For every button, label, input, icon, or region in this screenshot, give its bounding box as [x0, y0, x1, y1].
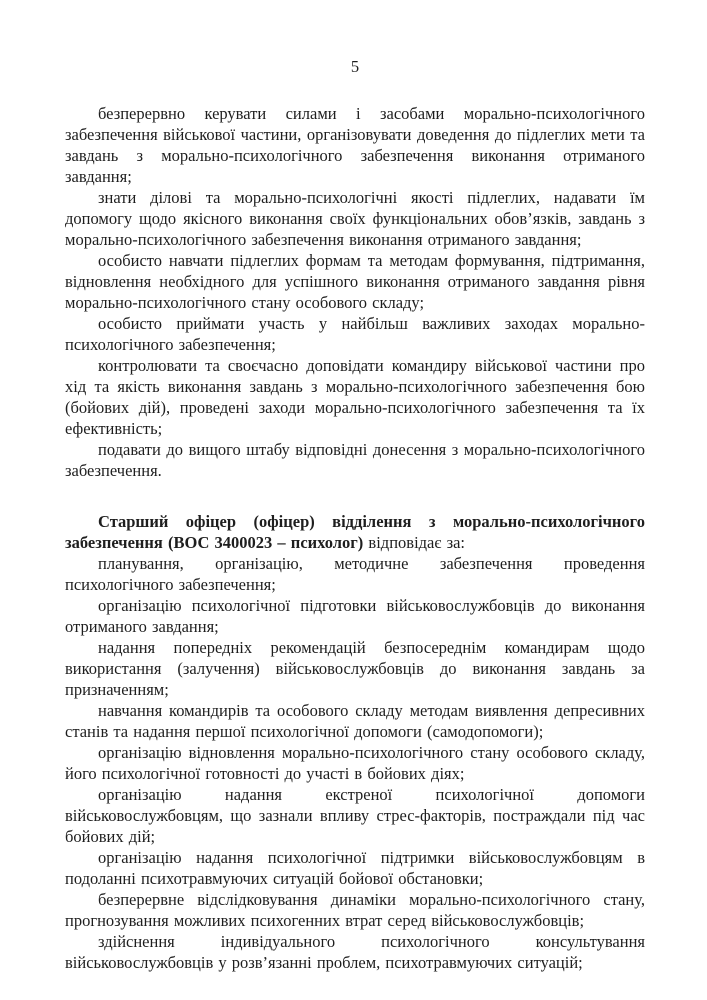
paragraph: безперервне відслідковування динаміки морально-психологічного стану, прогнозування можливих психогенних втрат серед військовослужбовців; [65, 890, 645, 930]
paragraph: здійснення індивідуального психологічного консультування військовослужбовців у розв’язанні проблем, психотравмуючих ситуацій; [65, 932, 645, 972]
paragraph: організацію відновлення морально-психологічного стану особового складу, його психологічної готовності до участі в бойових діях; [65, 743, 645, 783]
paragraph: організацію надання психологічної підтримки військовослужбовцям в подоланні психотравмуючих ситуацій бойової обстановки; [65, 848, 645, 888]
paragraph: особисто навчати підлеглих формам та методам формування, підтримання, відновлення необхідного для успішного виконання отриманого завдання рівня морально-психологічного стану особового складу; [65, 251, 645, 312]
paragraph: організацію психологічної підготовки військовослужбовців до виконання отриманого завдання; [65, 596, 645, 636]
paragraph: знати ділові та морально-психологічні якості підлеглих, надавати їм допомогу щодо якісного виконання своїх функціональних обов’язків, завдань з морально-психологічного забезпечення виконання отриманого завдання; [65, 188, 645, 249]
paragraph: подавати до вищого штабу відповідні донесення з морально-психологічного забезпечення. [65, 440, 645, 480]
paragraph: надання попередніх рекомендацій безпосереднім командирам щодо використання (залучення) військовослужбовців до виконання завдань за призначенням; [65, 638, 645, 699]
paragraph: контролювати та своєчасно доповідати командиру військової частини про хід та якість виконання завдань з морально-психологічного забезпечення бою (бойових дій), проведені заходи морально-психологічного забезпечення та їх ефективність; [65, 356, 645, 438]
paragraph: планування, організацію, методичне забезпечення проведення психологічного забезпечення; [65, 554, 645, 594]
page-number: 5 [350, 57, 360, 76]
paragraph: особисто приймати участь у найбільш важливих заходах морально-психологічного забезпечення; [65, 314, 645, 354]
paragraph: безперервно керувати силами і засобами морально-психологічного забезпечення військової частини, організовувати доведення до підлеглих мети та завдань з морально-психологічного забезпечення виконання отриманого завдання; [65, 104, 645, 186]
paragraph: навчання командирів та особового складу методам виявлення депресивних станів та надання першої психологічної допомоги (самодопомоги); [65, 701, 645, 741]
section-heading [65, 511, 645, 553]
section-heading-rest: відповідає за: [363, 533, 465, 552]
section-heading-bold: Старший офіцер (офіцер) відділення з морально-психологічного забезпечення (ВОС 3400023 – психолог) [65, 512, 645, 552]
paragraph: організацію надання екстреної психологічної допомоги військовослужбовцям, що зазнали впливу стрес-факторів, постраждали під час бойових дій; [65, 785, 645, 846]
